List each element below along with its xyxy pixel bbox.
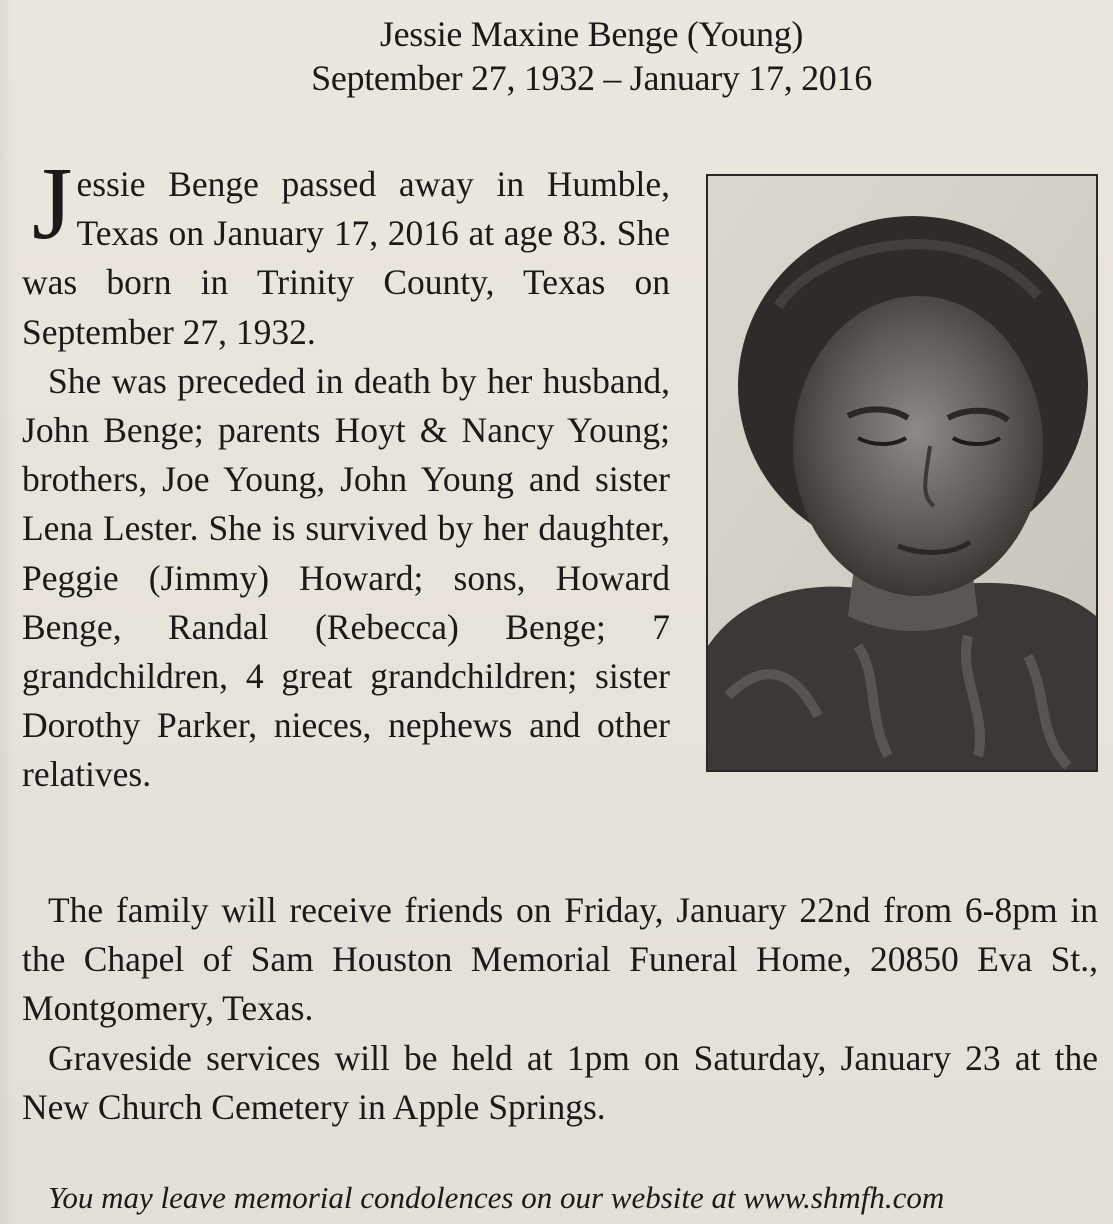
- deceased-name: Jessie Maxine Benge (Young): [379, 14, 804, 54]
- obituary-column: [22, 146, 670, 800]
- paragraph-announcement-text: essie Benge passed away in Humble, Texas on January 17, 2016 at age 83. She was born in Trinity County, Texas on September 27, 1932.: [22, 164, 670, 352]
- obituary-header: [0, 12, 1113, 100]
- drop-cap: J: [32, 146, 73, 261]
- paragraph-visitation: The family will receive friends on Friday, January 22nd from 6-8pm in the Chapel of Sam Houston Memorial Funeral Home, 20850 Eva St., Montgomery, Texas.: [22, 890, 1098, 1029]
- portrait-image: [708, 176, 1096, 770]
- paragraph-graveside: Graveside services will be held at 1pm on Saturday, January 23 at the New Church Cemetery in Apple Springs.: [22, 1037, 1098, 1127]
- services-section: [22, 886, 1098, 1132]
- condolences-note: You may leave memorial condolences on our website at www.shmfh.com: [48, 1180, 945, 1215]
- paragraph-announcement: [22, 146, 670, 357]
- paragraph-family: She was preceded in death by her husband, John Benge; parents Hoyt & Nancy Young; brothers, Joe Young, John Young and sister Lena Lester. She is survived by her daughter, Peggie (Jimmy) Howard; sons, Howard Benge, Randal (Rebecca) Benge; 7 grandchildren, 4 great grandchildren; sister Dorothy Parker, nieces, nephews and other relatives.: [22, 360, 670, 795]
- life-dates: September 27, 1932 – January 17, 2016: [311, 58, 872, 98]
- portrait-photo: [706, 174, 1098, 772]
